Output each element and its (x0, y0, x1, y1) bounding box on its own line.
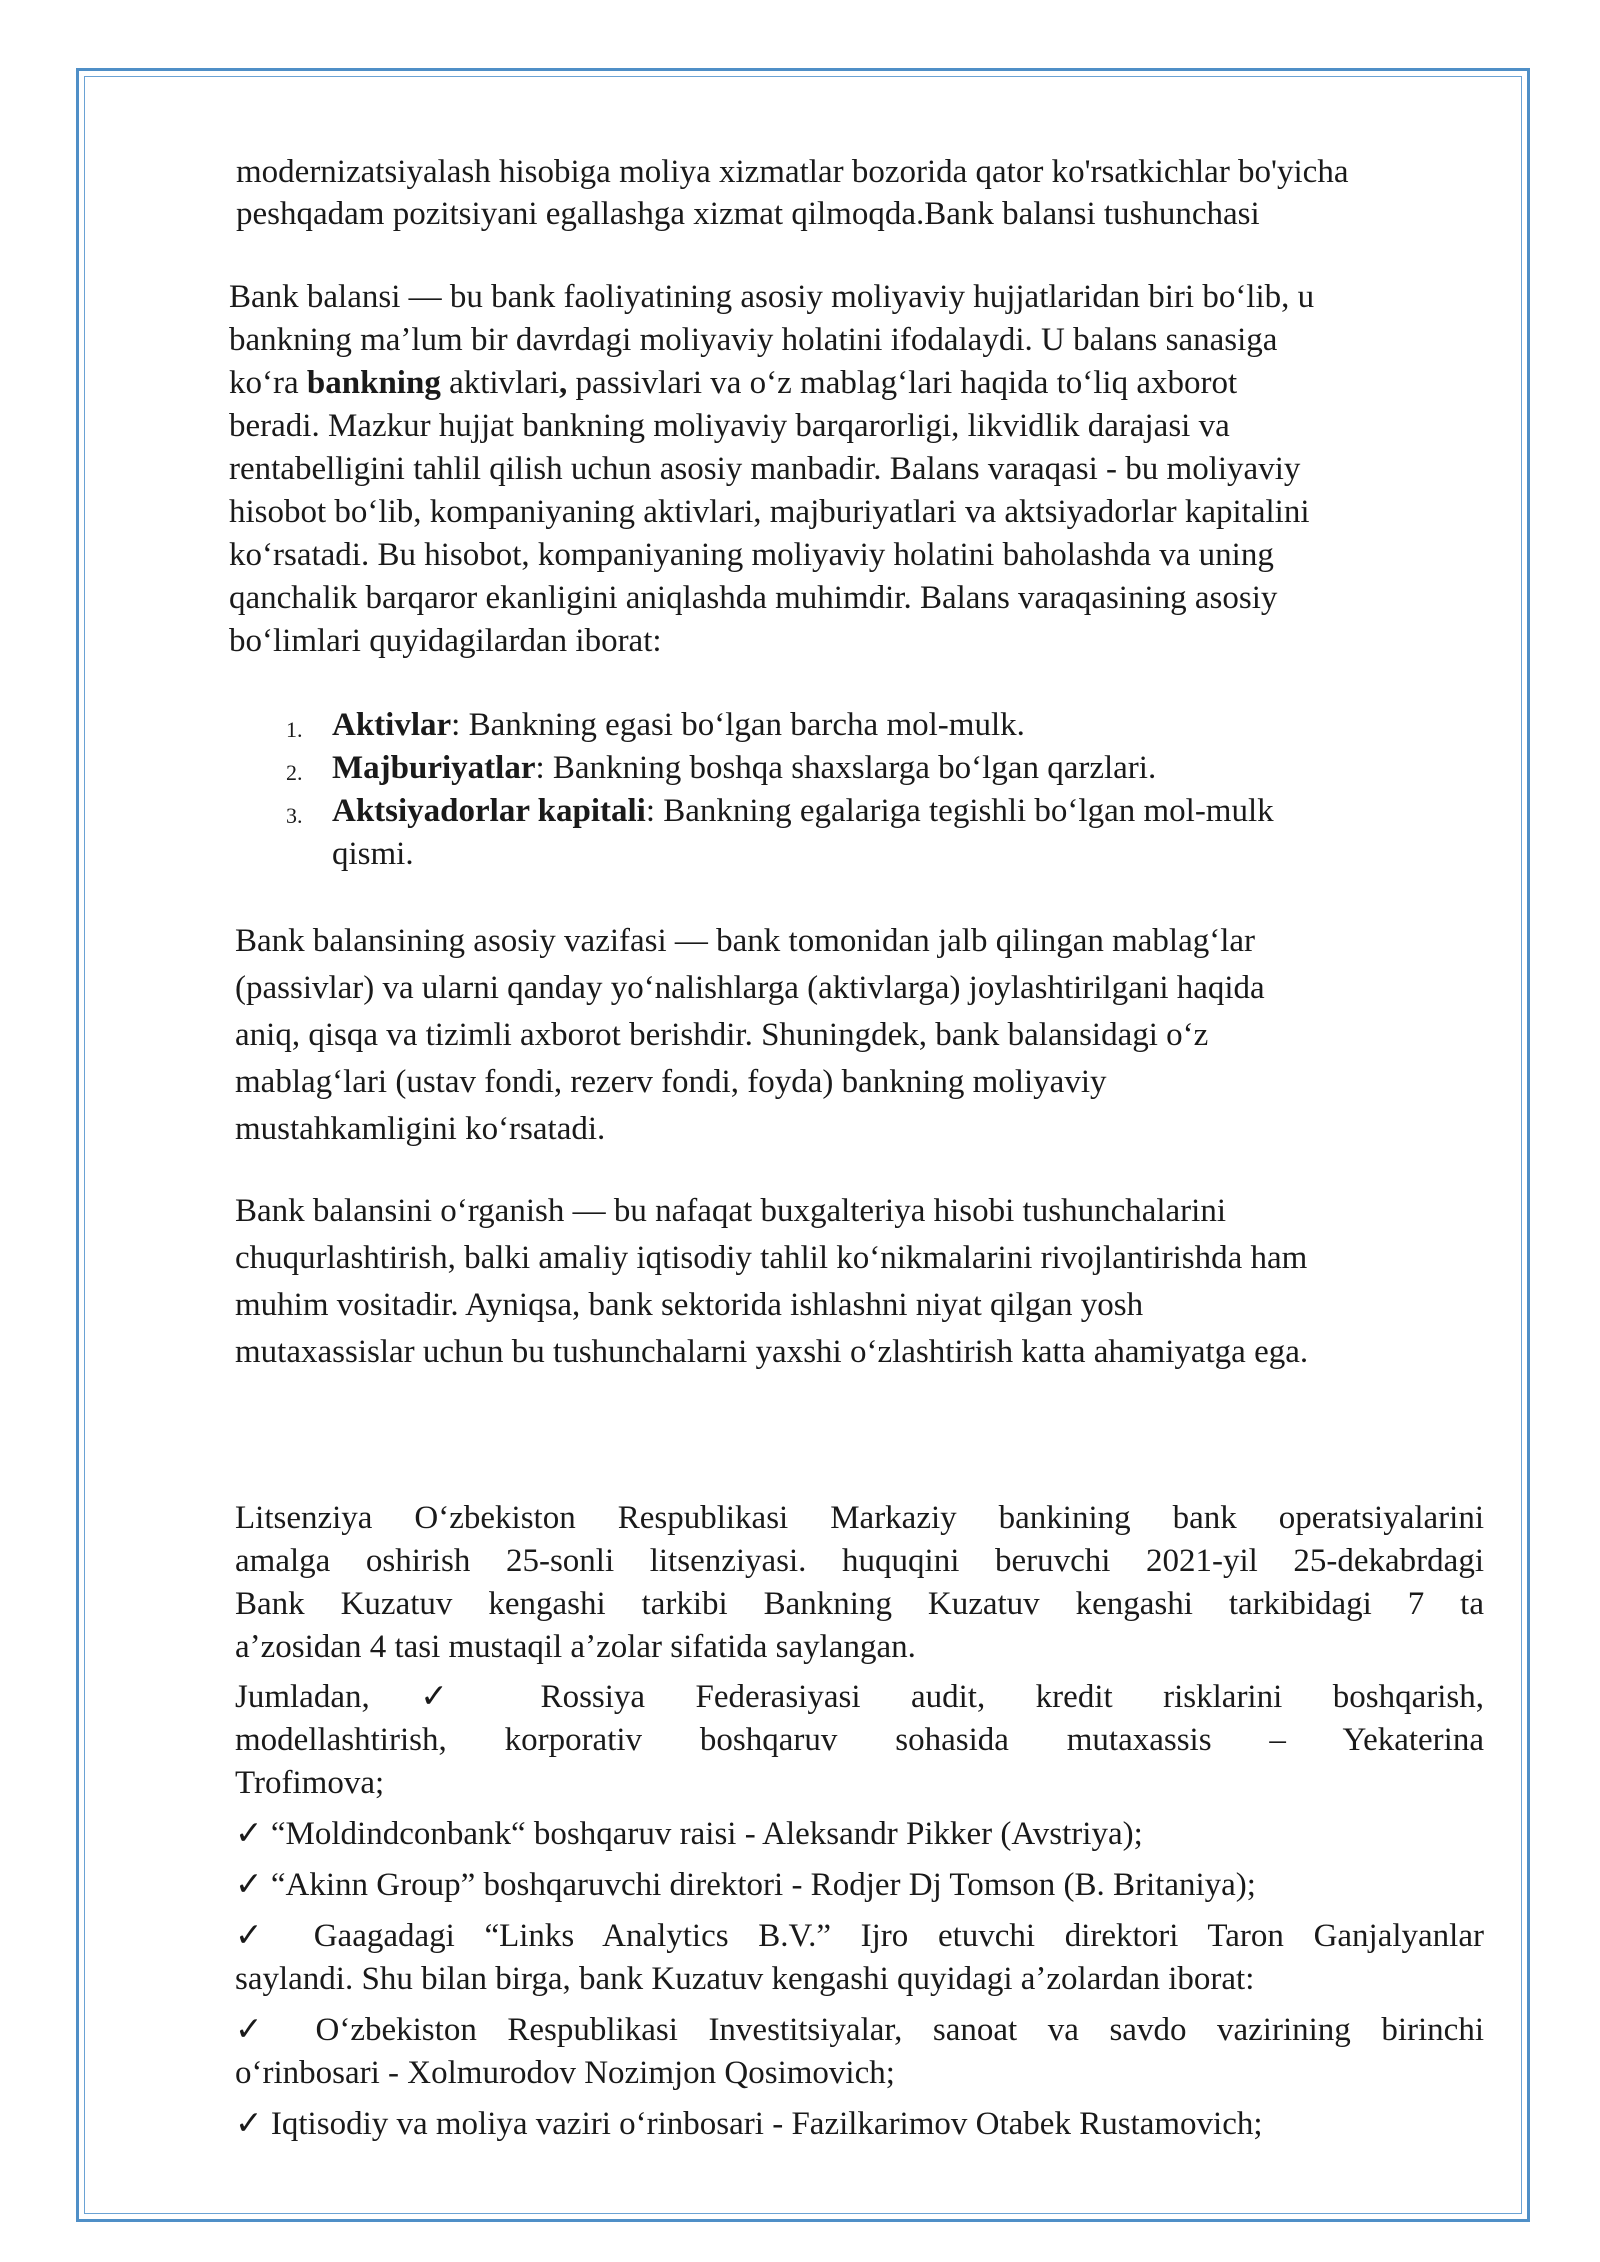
member-line: modellashtirish, korporativ boshqaruv sohasida mutaxassis – Yekaterina (235, 1722, 1484, 1758)
text-line: hisobot boʻlib, kompaniyaning aktivlari, majburiyatlari va aktsiyadorlar kapitalini (229, 494, 1310, 530)
study-paragraph (235, 1188, 1515, 1376)
text-line: chuqurlashtirish, balki amaliy iqtisodiy tahlil koʻnikmalarini rivojlantirishda ham (235, 1240, 1308, 1276)
member-line: ✓ “Akinn Group” boshqaruvchi direktori - Rodjer Dj Tomson (B. Britaniya); (235, 1867, 1256, 1903)
member-line: ✓ Oʻzbekiston Respublikasi Investitsiyalar, sanoat va savdo vazirining birinchi (235, 2012, 1484, 2048)
list-text: : Bankning egasi boʻlgan barcha mol-mulk. (451, 707, 1025, 743)
text-line: koʻrsatadi. Bu hisobot, kompaniyaning moliyaviy holatini baholashda va uning (229, 537, 1274, 573)
list-number: 1. (286, 717, 303, 742)
text-line: bankning maʼlum bir davrdagi moliyaviy holatini ifodalaydi. U balans sanasiga (229, 322, 1278, 358)
text-line: beradi. Mazkur hujjat bankning moliyaviy barqarorligi, likvidlik darajasi va (229, 408, 1230, 444)
list-item (234, 790, 1434, 876)
text-line: koʻra bankning aktivlari, passivlari va oʻz mablagʻlari haqida toʻliq axborot (229, 365, 1238, 401)
text-line: boʻlimlari quyidagilardan iborat: (229, 623, 662, 659)
text-line: mustahkamligini koʻrsatadi. (235, 1111, 606, 1147)
text-line: Bank balansining asosiy vazifasi — bank tomonidan jalb qilingan mablagʻlar (235, 923, 1256, 959)
member-line: Jumladan, ✓ Rossiya Federasiyasi audit, kredit risklarini boshqarish, (235, 1679, 1484, 1715)
list-term: Aktsiyadorlar kapitali (332, 793, 646, 829)
member-line: Trofimova; (235, 1765, 385, 1801)
text-line: muhim vositadir. Ayniqsa, bank sektorida ishlashni niyat qilgan yosh (235, 1287, 1144, 1323)
text-line: (passivlar) va ularni qanday yoʻnalishlarga (aktivlarga) joylashtirilgani haqida (235, 970, 1265, 1006)
text-line: aniq, qisqa va tizimli axborot berishdir. Shuningdek, bank balansidagi oʻz (235, 1017, 1209, 1053)
balance-sections-list (234, 704, 1434, 876)
list-number: 3. (286, 803, 303, 828)
text-line: Bank balansini oʻrganish — bu nafaqat buxgalteriya hisobi tushunchalarini (235, 1193, 1226, 1229)
list-term: Aktivlar (332, 707, 452, 743)
list-text: : Bankning egalariga tegishli boʻlgan mol-mulk (645, 793, 1274, 829)
text-line: rentabelligini tahlil qilish uchun asosiy manbadir. Balans varaqasi - bu moliyaviy (229, 451, 1301, 487)
function-paragraph (235, 918, 1515, 1153)
list-item (234, 747, 1434, 790)
text-line: modernizatsiyalash hisobiga moliya xizmatlar bozorida qator ko'rsatkichlar bo'yicha (236, 154, 1349, 190)
list-term: Majburiyatlar (332, 750, 536, 786)
text-line: aʼzosidan 4 tasi mustaqil aʼzolar sifatida saylangan. (235, 1629, 916, 1665)
text-line: mablagʻlari (ustav fondi, rezerv fondi, foyda) bankning moliyaviy (235, 1064, 1107, 1100)
member-line: ✓ Iqtisodiy va moliya vaziri oʻrinbosari - Fazilkarimov Otabek Rustamovich; (235, 2106, 1263, 2142)
member-line: oʻrinbosari - Xolmurodov Nozimjon Qosimovich; (235, 2055, 895, 2091)
text-line: Bank balansi — bu bank faoliyatining asosiy moliyaviy hujjatlaridan biri boʻlib, u (229, 279, 1315, 315)
member-line: ✓ “Moldindconbank“ boshqaruv raisi - Aleksandr Pikker (Avstriya); (235, 1816, 1143, 1852)
member-line: ✓ Gaagadagi “Links Analytics B.V.” Ijro etuvchi direktori Taron Ganjalyanlar (235, 1918, 1484, 1954)
list-text: : Bankning boshqa shaxslarga boʻlgan qarzlari. (535, 750, 1157, 786)
intro-paragraph (229, 276, 1509, 663)
text-line: qanchalik barqaror ekanligini aniqlashda muhimdir. Balans varaqasining asosiy (229, 580, 1278, 616)
list-number: 2. (286, 760, 303, 785)
member-line: saylandi. Shu bilan birga, bank Kuzatuv kengashi quyidagi aʼzolardan iborat: (235, 1961, 1255, 1997)
text-line: amalga oshirish 25-sonli litsenziyasi. huquqini beruvchi 2021-yil 25-dekabrdagi (235, 1543, 1484, 1579)
list-text: qismi. (332, 836, 414, 872)
board-members (235, 1676, 1484, 2146)
text-line: Litsenziya Oʻzbekiston Respublikasi Markaziy bankining bank operatsiyalarini (235, 1500, 1484, 1536)
list-item (234, 704, 1434, 747)
text-line: mutaxassislar uchun bu tushunchalarni yaxshi oʻzlashtirish katta ahamiyatga ega. (235, 1334, 1309, 1370)
top-paragraph (236, 151, 1516, 235)
text-line: Bank Kuzatuv kengashi tarkibi Bankning Kuzatuv kengashi tarkibidagi 7 ta (235, 1586, 1484, 1622)
text-line: peshqadam pozitsiyani egallashga xizmat qilmoqda.Bank balansi tushunchasi (236, 196, 1260, 232)
licence-paragraph (235, 1497, 1484, 1669)
